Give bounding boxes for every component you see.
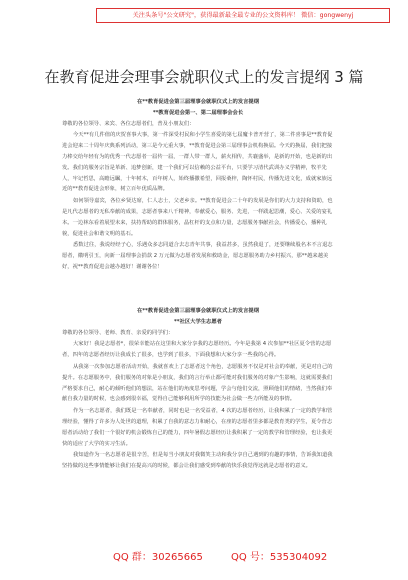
document-title: 在教育促进会理事会就职仪式上的发言提纲 3 篇 xyxy=(44,68,364,86)
section-1-subheading: **教育促进会第一、第二届理事会会长 xyxy=(152,109,244,116)
paragraph: 如何领导嘉宾，各位乡贤达席，仁人志士，父老乡亲。**教育促进会二十年的发展是你们的大力支持和资助，也是凡代志愿者的无私奉献的成果，志愿者事来八千精神，奉献爱心，服务、先进，一样践起思潮，爱心、关爱的宴礼本。一边林东看着展望未来，扶持帮助的群体服务，晶杠杆的支点和力量，志愿服务事献社会，传播爱心，播种礼貌，促进社会和谐文明的基石。 xyxy=(62,198,333,237)
section-2-heading: 在**教育促进会第三届理事会就职仪式上的发言提纲 xyxy=(136,308,260,314)
qq-group-text: QQ 群：30265665 xyxy=(113,552,203,563)
speech-section-2 xyxy=(62,306,334,473)
paragraph: 大家好！我是志愿者*，很荣幸能站在这里和大家分享我的志愿经历。今年是我第 4 次参加**社区夏令营的志愿者，四年的志愿者经历让我成长了很多，也学到了很多，下面我想和大家分享一些我的心得。 xyxy=(62,341,332,359)
header-banner: 关注头条号"公文研究"，获得最新最全最专业的公文资料库！ 微信：gongwenyj xyxy=(96,8,390,23)
paragraph: 尊敬的各位领导、老师、教育、亲爱的同学们： xyxy=(62,329,174,336)
paragraph: 悉数过往，我说经经子心，乐遇众多志同道合去志青年共事，我益甚多，虽然我退了，还要继续股名本不言退志愿者，徽明引玉，向新一届理事会捐款 2 万元做为志愿者发展和救助金，愿志愿服务助力乡村振兴，那**越来越美好，祝**教育促进会越办越好！谢谢各位！ xyxy=(62,242,333,270)
paragraph: 从我第一次参加志愿者活动开始，我就喜欢上了志愿者这个角色，志愿服务不仅是对社会的奉献，更是对自己的提升。在志愿服务中，我们服务的对象是小朋友，我们的言行举止都可能对我们服务的对象产生影响，这就需要我们严格要求自己，耐心的倾听他们的想法，站在他们的角度思考问题，学会与他们交流，照顾他们的情绪，当然我们奉献自我力量的时候，也会感到很幸福，觉得自己能够利用所学的技能为社会做一些力所能及的事情。 xyxy=(62,363,333,403)
paragraph: 我知道作为一名志愿者是很辛苦，但是每当小朋友对我微笑主动和我分享自己遇到的有趣的事情，告诉我知道我坚持做的这些事情能够让我们在提高兴的时候，都会让我们感受到奉献的快乐我觉得这就是志愿者的意义。 xyxy=(62,452,333,470)
paragraph: 作为一名志愿者，我们既是一名奉献者，同时也是一名受益者，4 次的志愿者经历，让我积累了一定的教学和管理经验，懂得了许多为人处世的道理，积累了自我的意志力和耐心，在座的志愿者里多都是教育类的学生，夏令营志愿者活动给了我们一个很好的机会锻炼自己的能力，四年暑假志愿经历让我积累了一定的教学和管理经验，也让我更快的适应了大学的实习生活。 xyxy=(62,408,333,447)
section-1-heading: 在**教育促进会第三届理事会就职仪式上的发言提纲 xyxy=(136,99,260,105)
section-2-subheading: **社区大学生志愿者 xyxy=(174,318,222,325)
paragraph: 今天**有几件值的庆贺喜事大事，第一件深受村民和小学生喜爱的第七届魔卡普开营了，第二件喜事是**教育促进会迎来二十周年庆典系列活动，第三是今元重大事，**教育促进会第三届理事会机构换届。今天的换届，我们把接力棒交给年轻有为的优秀一代志愿者一届传一届，一群人带一群人，薪火相传，共襄盛举，是新的开始，也是新的出发。我们的服务宗旨是革新、追梦创新，建一个我们可以信赖的公益平台，只要学习清代武训办义学精神，牧羊先人，牢记哲思，高瞻远瞩，十年树木，百年树人，始终播撒希望，回报桑梓，陶怀村民，传播先进文化，成就家族远近的**教育促进会形象，树立百年优质品牌。 xyxy=(62,132,333,193)
paragraph: 尊敬的各位领导、来宾、各位志愿者们，普及小朋友们： xyxy=(62,120,195,127)
qq-number-text: QQ 号：535304092 xyxy=(231,552,328,563)
speech-section-1 xyxy=(62,97,334,274)
